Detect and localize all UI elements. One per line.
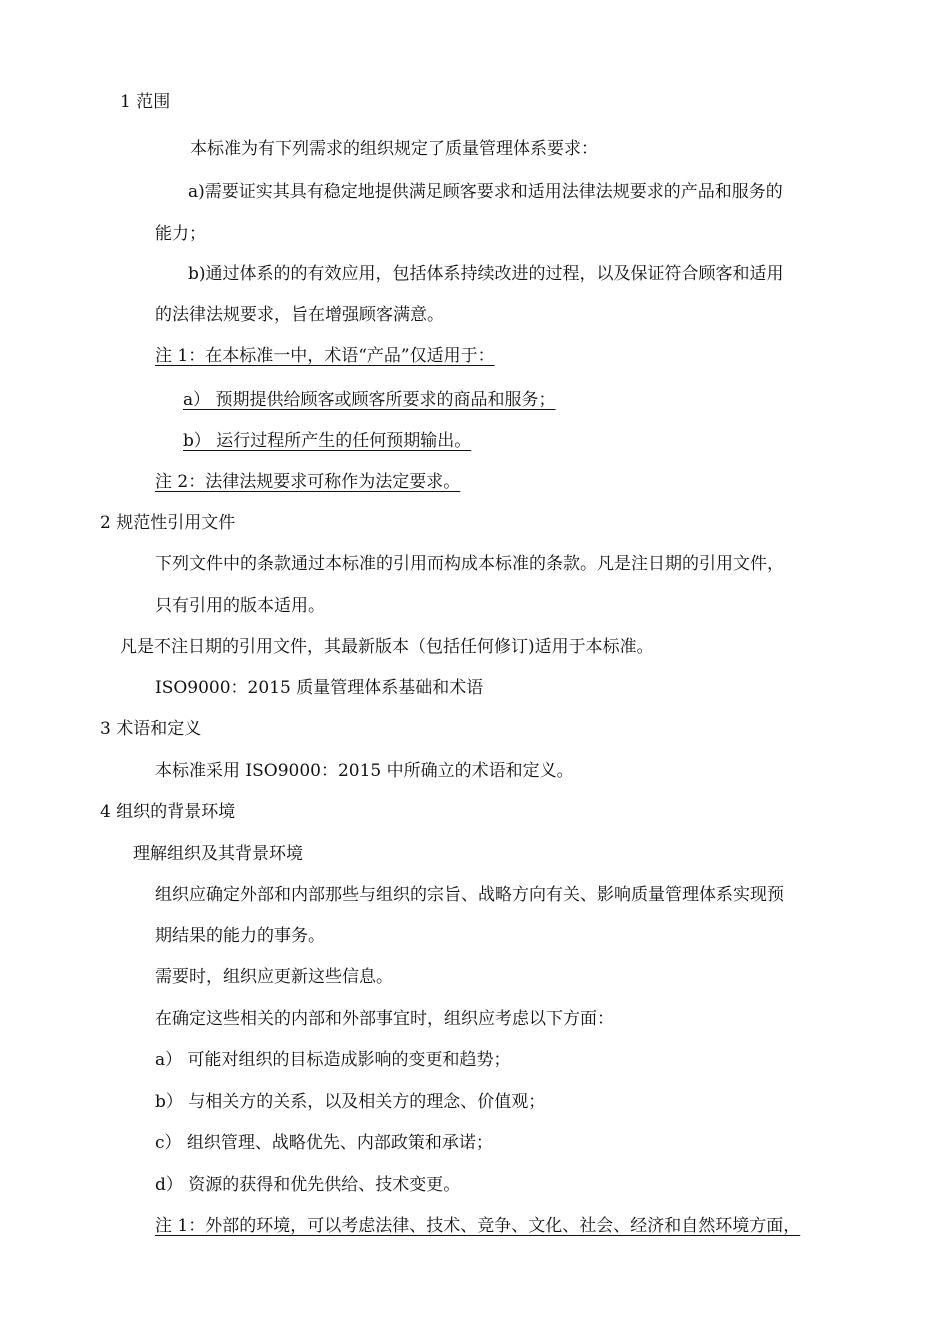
section-3-heading: 3 术语和定义 [100,719,202,739]
section-1-item-a-line2: 能力； [155,224,206,244]
section-1-note-1: 注 1：在本标准一中，术语“产品”仅适用于： [155,346,495,366]
section-3-para-1: 本标准采用 ISO9000：2015 中所确立的术语和定义。 [155,761,574,781]
section-1-item-b-line2: 的法律法规要求，旨在增强顾客满意。 [155,305,444,325]
section-1-note-2: 注 2：法律法规要求可称作为法定要求。 [155,472,461,492]
section-4-note-1: 注 1：外部的环境，可以考虑法律、技术、竞争、文化、社会、经济和自然环境方面， [155,1216,801,1236]
section-4-para-1-line1: 组织应确定外部和内部那些与组织的宗旨、战略方向有关、影响质量管理体系实现预 [155,885,784,905]
section-1-note-1-item-b: b） 运行过程所产生的任何预期输出。 [183,431,472,451]
section-2-heading: 2 规范性引用文件 [100,513,236,533]
section-2-para-1-line1: 下列文件中的条款通过本标准的引用而构成本标准的条款。凡是注日期的引用文件， [155,554,784,574]
section-4-heading: 4 组织的背景环境 [100,802,236,822]
section-1-note-1-item-a: a） 预期提供给顾客或顾客所要求的商品和服务； [183,390,556,410]
section-4-para-2: 需要时，组织应更新这些信息。 [155,967,393,987]
section-1-item-a-line1: a)需要证实其具有稳定地提供满足顾客要求和适用法律法规要求的产品和服务的 [188,182,783,202]
section-2-para-2: 凡是不注日期的引用文件，其最新版本（包括任何修订)适用于本标准。 [120,637,654,657]
section-4-item-c: c） 组织管理、战略优先、内部政策和承诺； [155,1133,493,1153]
section-4-para-3: 在确定这些相关的内部和外部事宜时，组织应考虑以下方面： [155,1009,614,1029]
section-2-para-1-line2: 只有引用的版本适用。 [155,596,325,616]
section-1-intro: 本标准为有下列需求的组织规定了质量管理体系要求： [190,139,598,159]
section-4-item-a: a） 可能对组织的目标造成影响的变更和趋势； [155,1050,511,1070]
section-1-item-b-line1: b)通过体系的的有效应用，包括体系持续改进的过程，以及保证符合顾客和适用 [188,264,784,284]
section-4-item-d: d） 资源的获得和优先供给、技术变更。 [155,1175,461,1195]
section-4-item-b: b） 与相关方的关系，以及相关方的理念、价值观； [155,1092,546,1112]
section-4-subheading: 理解组织及其背景环境 [133,844,303,864]
section-1-heading: 1 范围 [120,92,171,112]
section-2-reference: ISO9000：2015 质量管理体系基础和术语 [155,678,484,698]
section-4-para-1-line2: 期结果的能力的事务。 [155,926,325,946]
